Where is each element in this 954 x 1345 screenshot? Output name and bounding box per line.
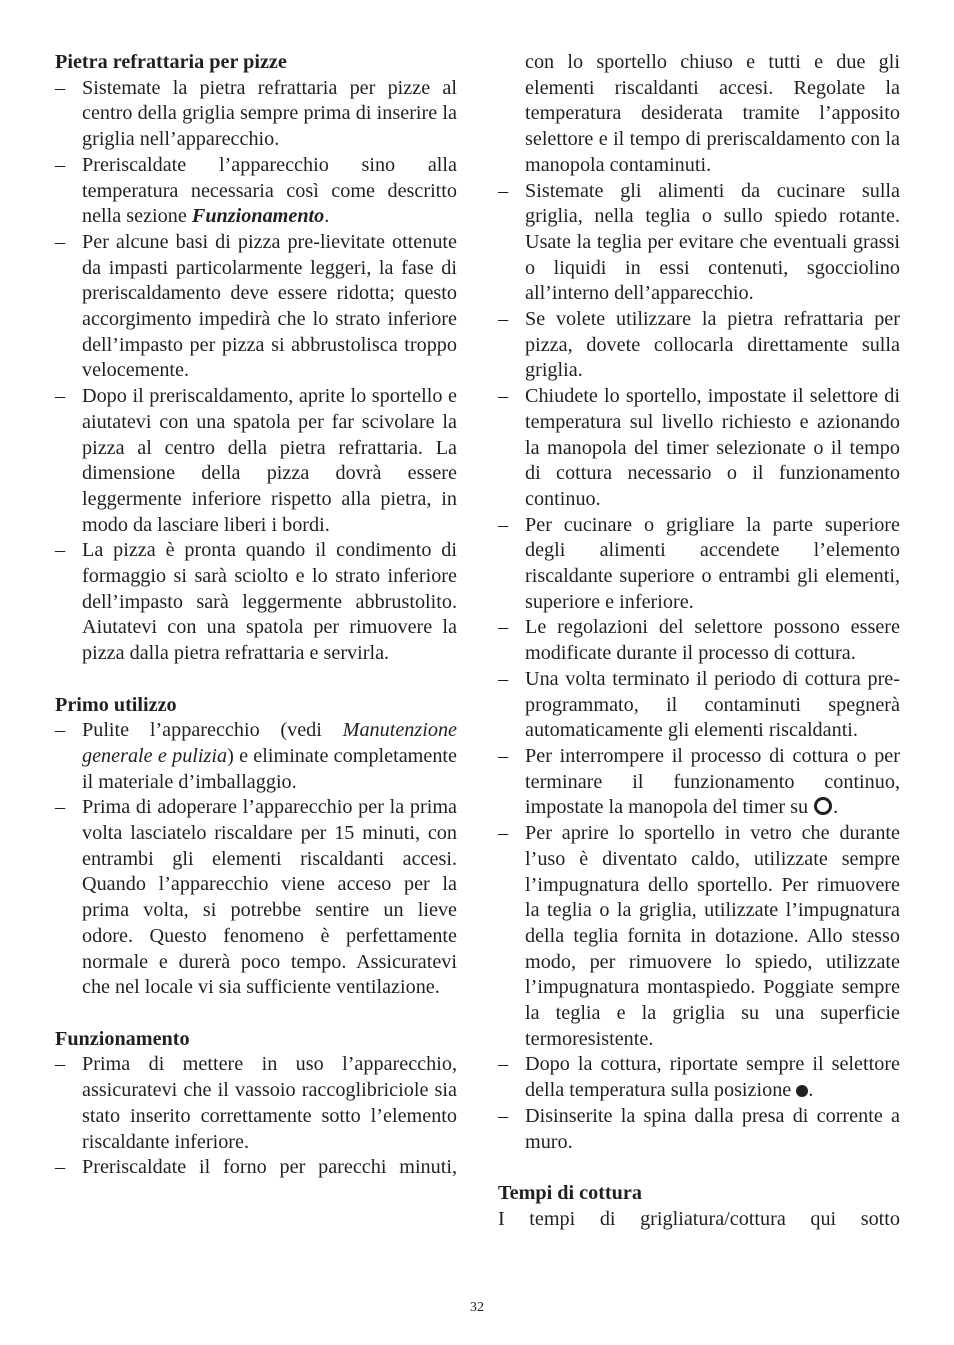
list-item-text: .: [324, 205, 330, 228]
list-item: [55, 153, 457, 230]
list-item: – Per cucinare o grigliare la parte superiore degli alimenti accendete l’elemento riscaldante superiore o entrambi gli elementi, superiore e inferiore.: [498, 513, 900, 616]
list-item-text: Pulite l’apparecchio (vedi: [82, 719, 343, 742]
list-item: – Le regolazioni del selettore possono essere modificate durante il processo di cottura.: [498, 615, 900, 666]
pietra-list: [55, 76, 457, 667]
steps-list: [498, 179, 900, 1156]
list-item-text: Per interrompere il processo di cottura o per terminare il funzionamento continuo, impostate la manopola del timer su: [525, 744, 900, 819]
section-reference: Funzionamento: [191, 205, 325, 228]
list-item: – La pizza è pronta quando il condimento di formaggio si sarà sciolto e lo strato inferiore dell’impasto sarà leggermente abbrustolito. Aiutatevi con una spatola per rimuovere la pizza dalla pietra refrattaria e servirla.: [55, 538, 457, 667]
list-item: – Preriscaldate il forno per parecchi minuti,: [55, 1155, 457, 1181]
list-item-text: Dopo la cottura, riportate sempre il selettore della temperatura sulla posizione: [525, 1053, 900, 1102]
page-number: 32: [470, 1300, 484, 1315]
list-item: [498, 1052, 900, 1103]
tempi-paragraph: I tempi di grigliatura/cottura qui sotto: [498, 1207, 900, 1230]
section-title-tempi: Tempi di cottura: [498, 1181, 642, 1204]
list-item-text: Preriscaldate l’apparecchio sino alla temperatura necessaria così come descritto nella sezione: [82, 153, 457, 228]
section-title-pietra: Pietra refrattaria per pizze: [55, 51, 287, 73]
timer-off-ring-icon: [814, 797, 832, 815]
list-item: – Prima di mettere in uso l’apparecchio, assicuratevi che il vassoio raccoglibriciole sia stato inserito correttamente sotto l’elemento riscaldante inferiore.: [55, 1052, 457, 1155]
list-item-text: .: [833, 796, 839, 819]
right-column: [498, 50, 900, 1232]
list-item: – Una volta terminato il periodo di cottura pre-programmato, il contaminuti spegnerà automaticamente gli elementi riscaldanti.: [498, 667, 900, 744]
list-item: – Per aprire lo sportello in vetro che durante l’uso è diventato caldo, utilizzate sempre l’impugnatura dello sportello. Per rimuovere la teglia o la griglia, utilizzate l’impugnatura della teglia fornita in dotazione. Allo stesso modo, per rimuovere lo spiedo, utilizzate l’impugnatura montaspiedo. Poggiate sempre la teglia e la griglia su una superficie termoresistente.: [498, 821, 900, 1052]
list-item-continued: con lo sportello chiuso e tutti e due gli elementi riscaldanti accesi. Regolate la temperatura desiderata tramite l’apposito selettore e il tempo di preriscaldamento con la manopola contaminuti.: [525, 51, 900, 176]
list-item-text: ) e eliminate completamente il materiale d’imballaggio.: [82, 744, 457, 793]
list-item: – Sistemate gli alimenti da cucinare sulla griglia, nella teglia o sullo spiedo rotante. Usate la teglia per evitare che eventuali grassi o liquidi in essi contenuti, sgocciolino all’interno dell’apparecchio.: [498, 179, 900, 308]
list-item: – Sistemate la pietra refrattaria per pizze al centro della griglia sempre prima di inserire la griglia nell’apparecchio.: [55, 76, 457, 153]
list-item: [498, 744, 900, 821]
list-item-text: .: [808, 1079, 814, 1102]
list-item: – Dopo il preriscaldamento, aprite lo sportello e aiutatevi con una spatola per far scivolare la pizza al centro della pietra refrattaria. La dimensione della pizza dovrà essere leggermente inferiore rispetto alla pietra, in modo da lasciare liberi i bordi.: [55, 384, 457, 538]
section-title-funzionamento: Funzionamento: [55, 1027, 190, 1050]
primo-list: [55, 718, 457, 1001]
list-item: – Se volete utilizzare la pietra refrattaria per pizza, dovete collocarla direttamente sulla griglia.: [498, 307, 900, 384]
temperature-off-dot-icon: [796, 1085, 808, 1097]
list-item: – Chiudete lo sportello, impostate il selettore di temperatura sul livello richiesto e azionando la manopola del timer selezionate o il tempo di cottura necessario o il funzionamento continuo.: [498, 384, 900, 513]
funz-list-continued: [498, 50, 900, 179]
section-title-primo-utilizzo: Primo utilizzo: [55, 693, 177, 716]
left-column: [55, 50, 457, 1181]
section-reference: Manutenzione generale e pulizia: [82, 719, 457, 767]
list-item: [55, 718, 457, 795]
list-item: – Disinserite la spina dalla presa di corrente a muro.: [498, 1104, 900, 1155]
funz-list: [55, 1052, 457, 1181]
list-item: – Prima di adoperare l’apparecchio per la prima volta lasciatelo riscaldare per 15 minuti, con entrambi gli elementi riscaldanti accesi. Quando l’apparecchio viene acceso per la prima volta, si potrebbe sentire un lieve odore. Questo fenomeno è perfettamente normale e durerà poco tempo. Assicuratevi che nel locale vi sia sufficiente ventilazione.: [55, 795, 457, 1001]
list-item: – Per alcune basi di pizza pre-lievitate ottenute da impasti particolarmente leggeri, la fase di preriscaldamento deve essere ridotta; questo accorgimento impedirà che lo strato inferiore dell’impasto per pizza si abbrustolisca troppo velocemente.: [55, 230, 457, 384]
